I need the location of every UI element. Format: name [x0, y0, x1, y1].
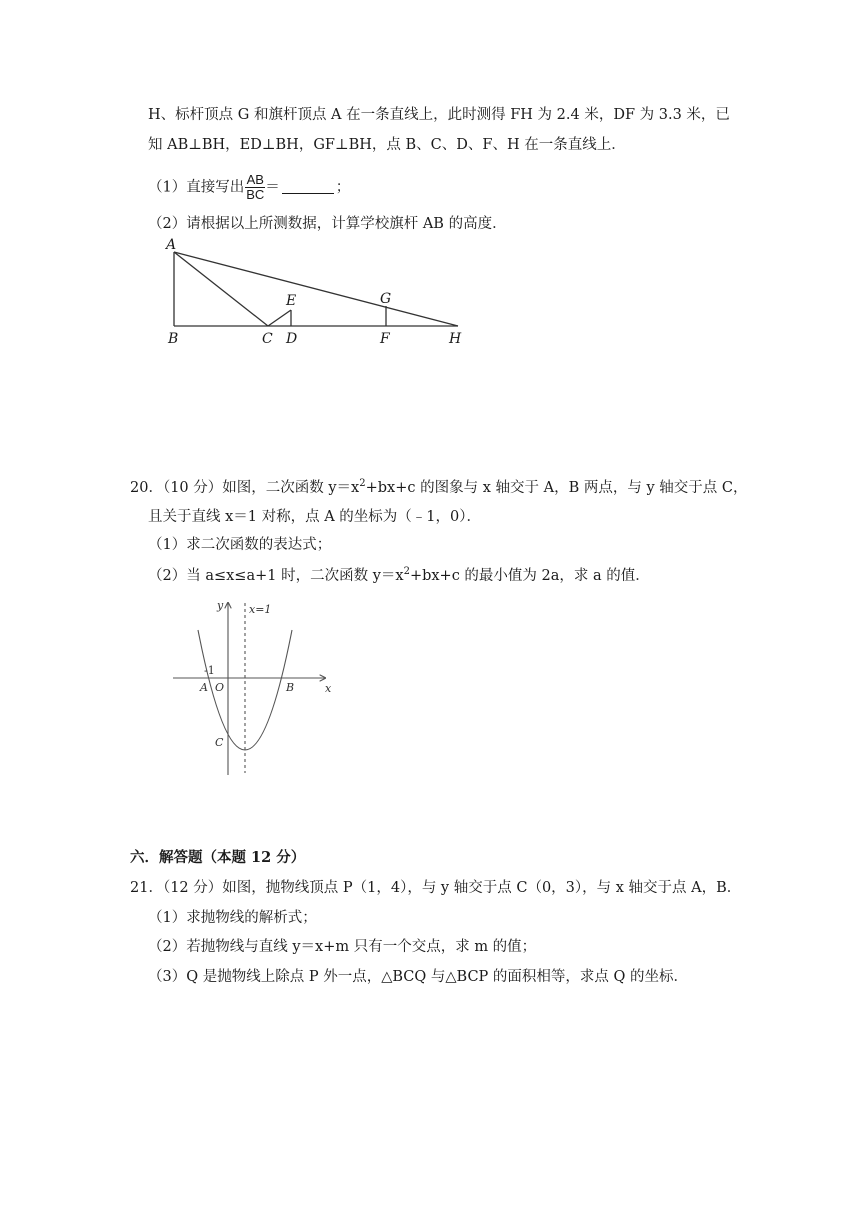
reflection-ray-ce [268, 310, 291, 326]
q20-stem2: 且关于直线 x＝1 对称，点 A 的坐标为（﹣1，0）． [148, 509, 482, 525]
symmetry-label: x=1 [249, 603, 272, 616]
q19-part1-prefix: （1）直接写出 [148, 179, 245, 196]
section6-heading: 六．解答题（本题 12 分） [130, 849, 306, 866]
q19-part1-suffix: ； [335, 179, 351, 196]
point-b-label: B [286, 681, 295, 694]
q20-part2-exponent: 2 [403, 566, 410, 577]
q21-stem: 21．（12 分）如图，抛物线顶点 P（1，4），与 y 轴交于点 C（0，3），与 x 轴交于点 A，B． [130, 880, 742, 896]
q19-part1 [148, 173, 350, 202]
flagpole-figure [160, 235, 480, 350]
label-g: G [380, 291, 392, 307]
y-axis-label: y [217, 599, 224, 612]
q21-part2: （2）若抛物线与直线 y＝x+m 只有一个交点，求 m 的值； [148, 939, 537, 955]
q20-part2 [148, 566, 650, 586]
q20-stem1-b: +bx+c 的图象与 x 轴交于 A，B 两点，与 y 轴交于点 C， [365, 480, 748, 496]
label-h: H [449, 331, 462, 347]
ratio-fraction [245, 173, 265, 202]
q19-line1: H、标杆顶点 G 和旗杆顶点 A 在一条直线上，此时测得 FH 为 2.4 米，DF 为 3.3 米，已 [148, 107, 730, 123]
label-c: C [262, 331, 273, 347]
origin-label: O [215, 681, 225, 694]
reflection-ray-ac [174, 252, 268, 326]
parabola-graph [165, 595, 345, 785]
x-axis-label: x [325, 682, 332, 695]
q20-stem1-exponent: 2 [359, 478, 366, 489]
label-d: D [286, 331, 298, 347]
q19-line2: 知 AB⊥BH，ED⊥BH，GF⊥BH，点 B、C、D、F、H 在一条直线上． [148, 137, 626, 153]
point-c-label: C [215, 736, 224, 749]
equals-sign: ＝ [265, 179, 280, 196]
label-b: B [168, 331, 179, 347]
sightline-ah [174, 252, 458, 326]
fraction-numerator: AB [246, 172, 264, 187]
label-e: E [286, 293, 297, 309]
q20-stem1-a: 20．（10 分）如图，二次函数 y＝x [130, 480, 360, 496]
q20-part2-a: （2）当 a≤x≤a+1 时，二次函数 y＝x [148, 568, 404, 584]
q19-part2: （2）请根据以上所测数据，计算学校旗杆 AB 的高度． [148, 216, 507, 232]
q21-part3: （3）Q 是抛物线上除点 P 外一点，△BCQ 与△BCP 的面积相等，求点 Q 的坐标． [148, 969, 689, 985]
label-f: F [380, 331, 390, 347]
point-a-label: A [200, 681, 208, 694]
q20-part2-b: +bx+c 的最小值为 2a，求 a 的值． [409, 568, 650, 584]
neg-one-label: -1 [204, 664, 215, 677]
label-a: A [166, 237, 177, 253]
answer-blank[interactable] [282, 179, 334, 194]
q20-stem1 [130, 478, 747, 498]
q20-part1: （1）求二次函数的表达式； [148, 537, 332, 553]
q21-part1: （1）求抛物线的解析式； [148, 910, 317, 926]
fraction-denominator: BC [246, 187, 265, 202]
